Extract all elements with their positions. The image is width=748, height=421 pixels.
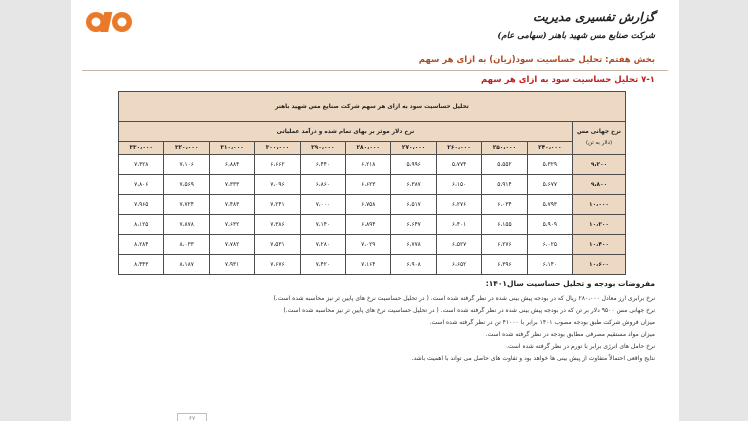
column-header-row [119,142,626,155]
table-cell: ۶،۵۱۷ [391,195,436,215]
column-header: ۲۷۰،۰۰۰ [391,142,436,155]
table-row [119,195,626,215]
table-cell: ۷،۹۳۱ [209,255,254,275]
sensitivity-table-container [118,91,626,267]
column-header: ۲۸۰،۰۰۰ [346,142,391,155]
table-cell: ۶،۱۴۰ [527,255,572,275]
brand-title: گزارش تفسیری مدیریت [532,10,655,24]
table-cell: ۵،۷۹۳ [527,195,572,215]
table-cell: ۷،۳۸۶ [255,215,300,235]
table-cell: ۷،۳۲۸ [119,155,164,175]
row-header-copper-price: ۱۰،۰۰۰ [573,195,626,215]
table-cell: ۸،۱۸۷ [164,255,209,275]
table-cell: ۶،۲۷۶ [482,235,527,255]
table-cell: ۷،۷۲۴ [164,195,209,215]
table-cell: ۸،۲۸۴ [119,235,164,255]
table-cell: ۸،۰۳۳ [164,235,209,255]
table-cell: ۶،۲۱۸ [346,155,391,175]
table-cell: ۷،۵۳۱ [255,235,300,255]
table-cell: ۷،۸۷۸ [164,215,209,235]
table-row [119,155,626,175]
column-header: ۲۵۰،۰۰۰ [482,142,527,155]
brand-company-name: شرکت صنایع مس شهید باهنر (سهامی عام) [497,31,655,41]
table-cell: ۷،۵۶۹ [164,175,209,195]
column-header: ۳۲۰،۰۰۰ [164,142,209,155]
column-header: ۳۱۰،۰۰۰ [209,142,254,155]
row-header-copper-price: ۱۰،۶۰۰ [573,255,626,275]
column-header: ۲۶۰،۰۰۰ [436,142,481,155]
table-cell: ۷،۲۸۰ [300,235,345,255]
table-cell: ۶،۶۴۷ [391,215,436,235]
row-header-copper-price: ۹،۸۰۰ [573,175,626,195]
table-cell: ۷،۴۲۰ [300,255,345,275]
dollar-rate-header: نرخ دلار موثر بر بهای تمام شده و درآمد عملیاتی [119,122,573,142]
table-cell: ۶،۶۶۲ [255,155,300,175]
table-cell: ۶،۲۷۶ [436,195,481,215]
assumption-item: میزان مواد مستقیم مصرفی مطابق بودجه در نظر گرفته شده است. [485,331,655,338]
row-header-copper-price: ۱۰،۲۰۰ [573,215,626,235]
assumption-item: نرخ حامل های انرژی برابر با تورم در نظر گرفته شده است. [506,343,655,350]
table-cell: ۶،۰۳۴ [482,195,527,215]
table-cell: ۷،۷۸۲ [209,235,254,255]
table-row [119,235,626,255]
assumption-item: نرخ برابری ارز معادل ۲۸۰،۰۰۰ ریال که در بودجه پیش بینی شده در نظر گرفته شده است. ( در تحلیل حساسیت نرخ های پایین تر نیز محاسبه شده است.) [273,295,655,302]
table-cell: ۵،۶۷۷ [527,175,572,195]
table-cell: ۷،۶۳۲ [209,215,254,235]
table-cell: ۷،۰۰۰ [300,195,345,215]
column-header: ۳۳۰،۰۰۰ [119,142,164,155]
table-cell: ۶،۰۲۵ [527,235,572,255]
copper-price-unit: (دلار به تن) [585,140,613,146]
table-cell: ۸،۱۲۵ [119,215,164,235]
table-cell: ۷،۱۴۰ [300,215,345,235]
table-cell: ۵،۹۱۴ [482,175,527,195]
assumption-item: نتایج واقعی احتمالاً متفاوت از پیش بینی ها خواهد بود و تفاوت های حاصل می تواند با اهمیت باشد. [411,355,655,362]
table-cell: ۶،۳۸۷ [391,175,436,195]
column-header: ۳۰۰،۰۰۰ [255,142,300,155]
copper-price-header [573,122,626,155]
table-cell: ۷،۳۳۳ [209,175,254,195]
table-cell: ۶،۳۹۶ [482,255,527,275]
section-title: بخش هفتم: تحلیل حساسیت سود(زیان) به ازای هر سهم [418,55,655,65]
table-cell: ۵،۹۹۶ [391,155,436,175]
table-cell: ۵،۹۰۹ [527,215,572,235]
company-logo [85,9,133,35]
table-cell: ۶،۵۲۷ [436,235,481,255]
row-header-copper-price: ۱۰،۴۰۰ [573,235,626,255]
table-cell: ۶،۶۲۳ [346,175,391,195]
table-cell: ۶،۸۶۰ [300,175,345,195]
table-cell: ۶،۱۵۵ [482,215,527,235]
table-row [119,255,626,275]
table-cell: ۵،۷۷۴ [436,155,481,175]
copper-price-label: نرخ جهانی مس [576,129,621,135]
table-cell: ۷،۰۹۶ [255,175,300,195]
table-row [119,175,626,195]
table-cell: ۶،۱۵۰ [436,175,481,195]
table-cell: ۶،۸۸۴ [209,155,254,175]
table-cell: ۶،۴۰۱ [436,215,481,235]
table-cell: ۶،۴۴۰ [300,155,345,175]
sensitivity-table [118,91,626,275]
document-page [71,0,679,421]
page-number: ۶۷ [177,413,207,421]
assumption-item: میزان فروش شرکت طبق بودجه مصوب ۱۴۰۱ برابر با ۴۱۰۰۰ تن در نظر گرفته شده است. [429,319,655,326]
section-divider [82,70,668,71]
column-header: ۲۹۰،۰۰۰ [300,142,345,155]
table-cell: ۶،۸۹۴ [346,215,391,235]
assumptions-section [115,279,655,365]
table-cell: ۷،۸۰۶ [119,175,164,195]
table-cell: ۵،۳۲۹ [527,155,572,175]
table-row [119,215,626,235]
table-cell: ۶،۹۰۸ [391,255,436,275]
subsection-title: ۷-۱ تحلیل حساسیت سود به ازای هر سهم [481,75,655,85]
table-cell: ۷،۲۴۱ [255,195,300,215]
table-cell: ۶،۷۵۸ [346,195,391,215]
table-cell: ۷،۰۲۹ [346,235,391,255]
assumption-item: نرخ جهانی مس ۹۵۰۰ دلار بر تن که در بودجه پیش بینی شده در نظر گرفته شده است. ( در تحلیل حساسیت نرخ های پایین تر نیز محاسبه شده است.) [283,307,655,314]
table-cell: ۸،۴۴۳ [119,255,164,275]
table-cell: ۶،۶۵۲ [436,255,481,275]
row-header-copper-price: ۹،۲۰۰ [573,155,626,175]
table-cell: ۶،۷۷۸ [391,235,436,255]
table-cell: ۷،۱۶۴ [346,255,391,275]
table-cell: ۷،۱۰۶ [164,155,209,175]
table-cell: ۵،۵۵۲ [482,155,527,175]
table-cell: ۷،۹۶۵ [119,195,164,215]
table-title: تحلیل حساسیت سود به ازای هر سهم شرکت صنایع مس شهید باهنر [119,92,626,122]
table-cell: ۷،۶۷۶ [255,255,300,275]
column-header: ۲۴۰،۰۰۰ [527,142,572,155]
table-cell: ۷،۴۸۳ [209,195,254,215]
brand-block [497,10,655,41]
assumptions-heading: مفروضات بودجه و تحلیل حساسیت سال۱۴۰۱: [485,279,655,288]
